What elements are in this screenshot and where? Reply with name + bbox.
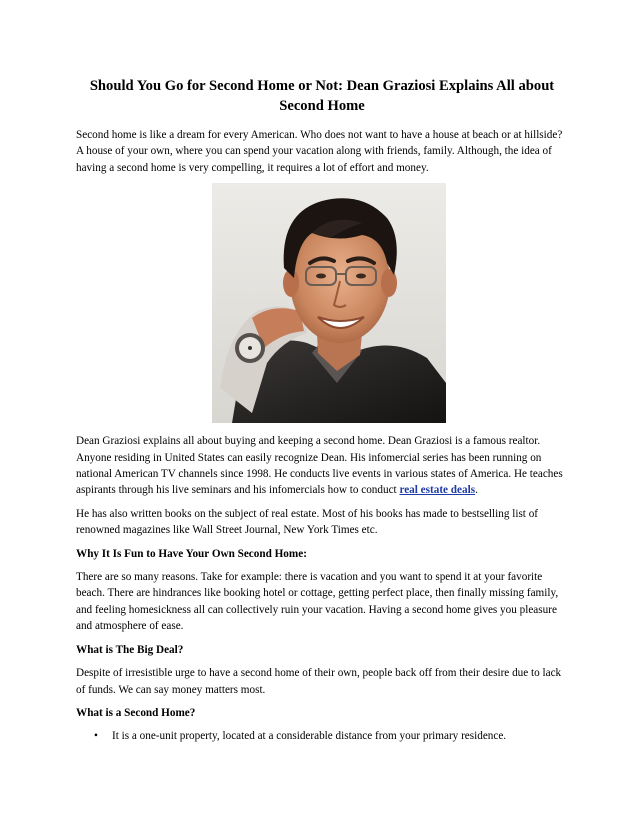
bullet-icon: • xyxy=(94,730,98,743)
heading-why-fun: Why It Is Fun to Have Your Own Second Home: xyxy=(76,547,307,560)
paragraph-about-dean-text: Dean Graziosi explains all about buying and keeping a second home. Dean Graziosi is a famous realtor. Anyone residing in United States can easily recognize Dean. His infomercial series has been running on national American TV channels since 1998. He conducts live events in various states of America. He teaches aspirants through his live seminars and his infomercials how to conduct xyxy=(76,435,563,497)
document-title: Should You Go for Second Home or Not: Dean Graziosi Explains All about Second Home xyxy=(89,78,555,114)
paragraph-reasons: There are so many reasons. Take for example: there is vacation and you want to spend it at your favorite beach. There are hindrances like booking hotel or cottage, getting perfect place, then finally missing family, and feeling homesickness all can collectively ruin your vacation. Having a second home gives you pleasure and atmosphere of ease. xyxy=(76,571,559,633)
paragraph-funds: Despite of irresistible urge to have a second home of their own, people back off from their desire due to lack of funds. We can say money matters most. xyxy=(76,667,562,696)
intro-paragraph: Second home is like a dream for every American. Who does not want to have a house at beach or at hillside? A house of your own, where you can spend your vacation along with friends, family. Although, the idea of having a second home is very compelling, it requires a lot of effort and money. xyxy=(76,129,563,174)
paragraph-books: He has also written books on the subject of real estate. Most of his books has made to bestselling list of renowned magazines like Wall Street Journal, New York Times etc. xyxy=(76,507,539,537)
portrait-photo xyxy=(212,183,446,423)
real-estate-deals-link[interactable]: real estate deals xyxy=(399,484,476,497)
paragraph-about-dean-end: . xyxy=(475,484,478,497)
list-item-text: It is a one-unit property, located at a considerable distance from your primary residence. xyxy=(112,730,507,743)
paragraph-about-dean xyxy=(76,433,568,499)
list-item xyxy=(76,728,568,744)
heading-what-is-second-home: What is a Second Home? xyxy=(76,706,196,719)
heading-big-deal: What is The Big Deal? xyxy=(76,643,184,656)
document-page xyxy=(76,76,568,745)
bullet-list xyxy=(76,728,568,744)
